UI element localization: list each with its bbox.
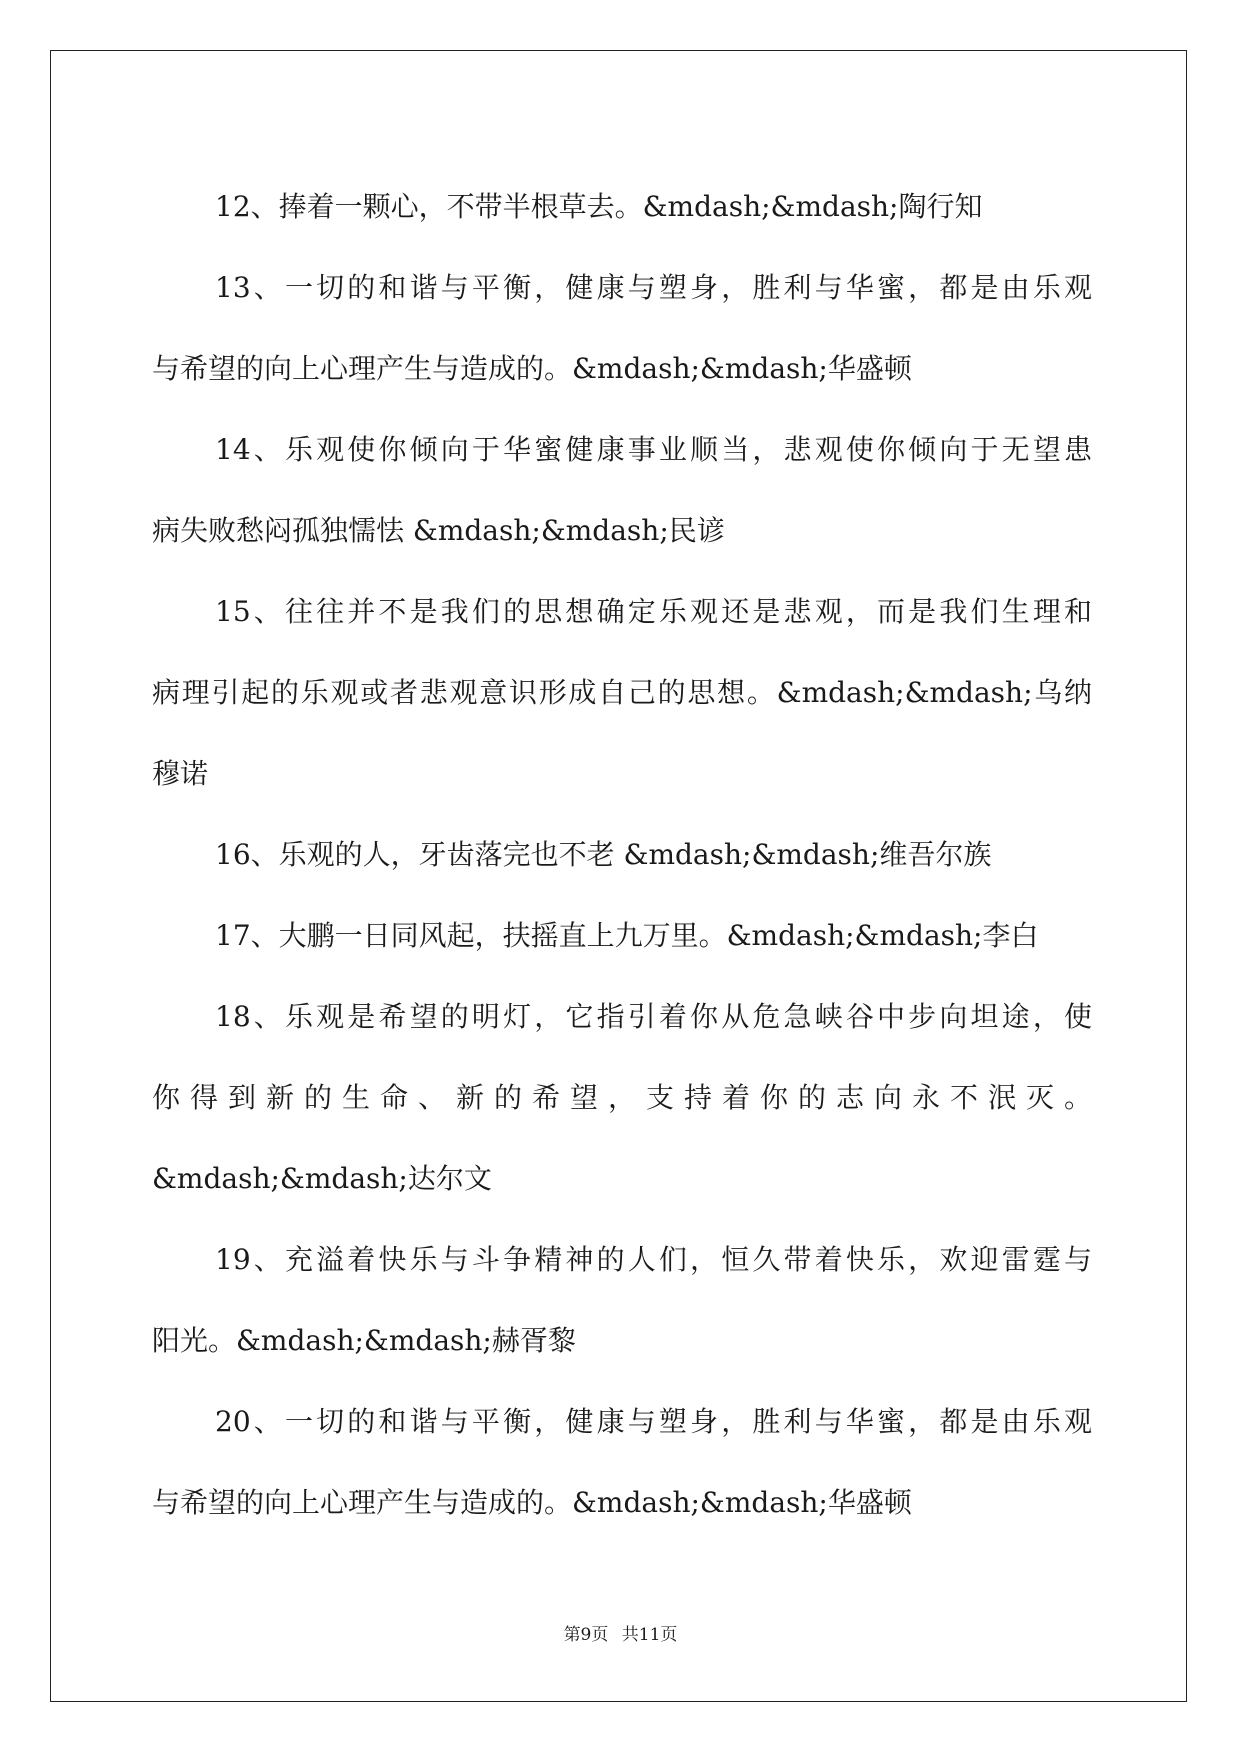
page-footer bbox=[0, 1620, 1241, 1645]
text-line: 与希望的向上心理产生与造成的。&mdash;&mdash;华盛顿 bbox=[152, 352, 912, 385]
page-total: 共11页 bbox=[621, 1625, 678, 1645]
text-line: 16、乐观的人，牙齿落完也不老 &mdash;&mdash;维吾尔族 bbox=[215, 838, 992, 871]
text-line: 12、捧着一颗心，不带半根草去。&mdash;&mdash;陶行知 bbox=[215, 190, 983, 223]
text-line: 14、乐观使你倾向于华蜜健康事业顺当，悲观使你倾向于无望患 bbox=[215, 433, 1092, 466]
text-line: 13、一切的和谐与平衡，健康与塑身，胜利与华蜜，都是由乐观 bbox=[215, 271, 1092, 304]
text-line: 与希望的向上心理产生与造成的。&mdash;&mdash;华盛顿 bbox=[152, 1486, 912, 1519]
text-line: 20、一切的和谐与平衡，健康与塑身，胜利与华蜜，都是由乐观 bbox=[215, 1405, 1092, 1438]
document-body bbox=[152, 166, 1092, 1543]
text-line: 阳光。&mdash;&mdash;赫胥黎 bbox=[152, 1324, 576, 1357]
text-line: 19、充溢着快乐与斗争精神的人们，恒久带着快乐，欢迎雷霆与 bbox=[215, 1243, 1092, 1276]
text-line: 15、往往并不是我们的思想确定乐观还是悲观，而是我们生理和 bbox=[215, 595, 1092, 628]
text-line: &mdash;&mdash;达尔文 bbox=[152, 1162, 492, 1195]
page-number: 第9页 bbox=[563, 1625, 609, 1645]
text-line: 病失败愁闷孤独懦怯 &mdash;&mdash;民谚 bbox=[152, 514, 725, 547]
text-line: 穆诺 bbox=[152, 757, 209, 790]
text-line: 你得到新的生命、新的希望，支持着你的志向永不泯灭。 bbox=[152, 1081, 1092, 1114]
text-line: 病理引起的乐观或者悲观意识形成自己的思想。&mdash;&mdash;乌纳 bbox=[152, 676, 1092, 709]
text-line: 17、大鹏一日同风起，扶摇直上九万里。&mdash;&mdash;李白 bbox=[215, 919, 1039, 952]
text-line: 18、乐观是希望的明灯，它指引着你从危急峡谷中步向坦途，使 bbox=[215, 1000, 1092, 1033]
